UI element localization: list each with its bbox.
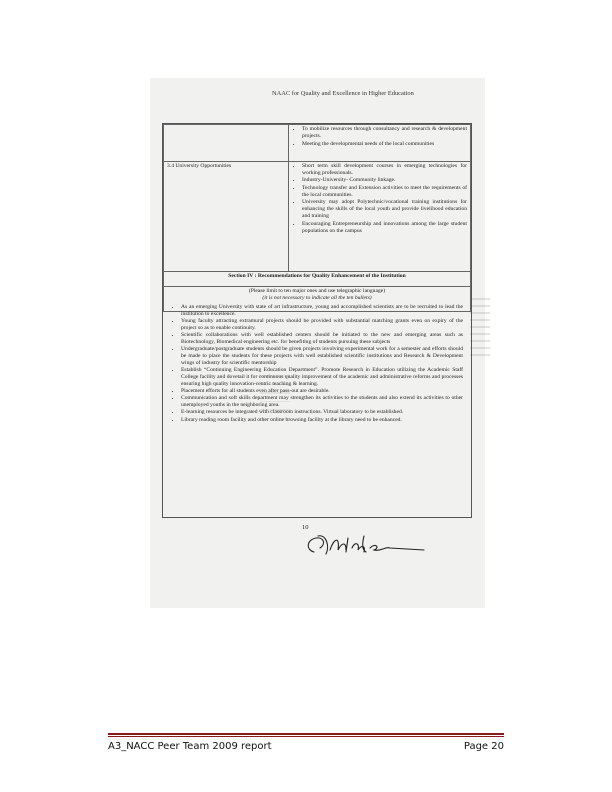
recommendation-item: • Young faculty attracting extramural projects should be provided with substantial matching grants even on expiry of the project so as to enable continuity. [181,318,463,332]
scan-header: NAAC for Quality and Excellence in Higher Education [272,90,414,97]
list-item: • Meeting the developmental needs of the local communities [302,141,467,148]
table-row [164,161,471,272]
recommendation-item: • Scientific collaborations with well established centers should be initiated to the new and emerging areas such as Biotechnology, Biomedical engineering etc. for benefiting of students pursuing these subjects [181,332,463,346]
table-cell-right [289,125,471,162]
list-item: • To mobilize resources through consultancy and research & development projects. [302,126,467,140]
signature-icon [300,530,430,558]
section-note: (it is not necessary to indicate all the ten bullets) [262,295,372,302]
recommendation-item: • Placement efforts for all students even after pass-out are desirable. [181,388,463,395]
list-item: • Encouraging Entrepreneurship and innovations among the large student populations on the campus [302,221,467,235]
recommendation-item: • Library reading room facility and other online browsing facility at the library need to be enhanced. [181,417,463,424]
scanned-page [150,78,485,608]
list-item: • Technology transfer and Extension activities to meet the requirements of the local communities. [302,185,467,199]
scan-page-number: 10 [302,524,309,531]
section-heading-row [164,272,471,287]
list-item: • University may adopt Polytechnic/vocational training institutions for enhancing the skills of the local youth and provide livelihood education and training [302,199,467,220]
list-item: • Industry-University- Community linkage. [302,177,467,184]
report-frame [162,123,472,518]
table-cell-right [289,161,471,272]
section-subtitle: (Please limit to ten major ones and use telegraphic language) [248,288,386,295]
recommendation-item: • Communication and soft skills department may strengthen its activities to the students and also extend its activities to other unemployed youths in the neighboring area. [181,395,463,409]
footer-rule-thin [108,736,504,737]
recommendations-box [163,296,471,424]
bleed-through-marks-right [470,293,490,383]
opportunities-table [163,124,471,312]
table-row [164,125,471,162]
footer-rule [108,733,504,735]
section-title: Section IV : Recommendations for Quality Enhancement of the Institution [164,272,471,287]
table-cell-left: 3.4 University Opportunities [164,161,289,272]
footer-page-number: Page 20 [463,741,504,752]
table-cell-left [164,125,289,162]
footer-report-title: A3_NACC Peer Team 2009 report [108,741,272,752]
recommendation-item: • Establish “Continuing Engineering Education Department”. Promote Research in Education utilizing the Academic Staff College facility and dovetail it for continuous quality improvement of the academic and administrative reforms and processes ensuring high quality innovation-centric teaching & learning. [181,367,463,387]
list-item: • Short term skill development courses in emerging technologies for working professionals. [302,163,467,177]
recommendation-item: • As an emerging University with state of art infrastructure, young and accomplished scientists are to be recruited to lead the institution to excellence. [181,304,463,318]
recommendation-item: • E-learning resources be integrated with classroom instructions. Virtual laboratory to be established. [181,409,463,416]
recommendation-item: • Undergraduate/postgraduate students should be given projects involving experimental work for a semester and efforts should be made to place the students for these projects with well established scientific institutions and Research & Development wings of industry for scientific mentorship [181,346,463,366]
